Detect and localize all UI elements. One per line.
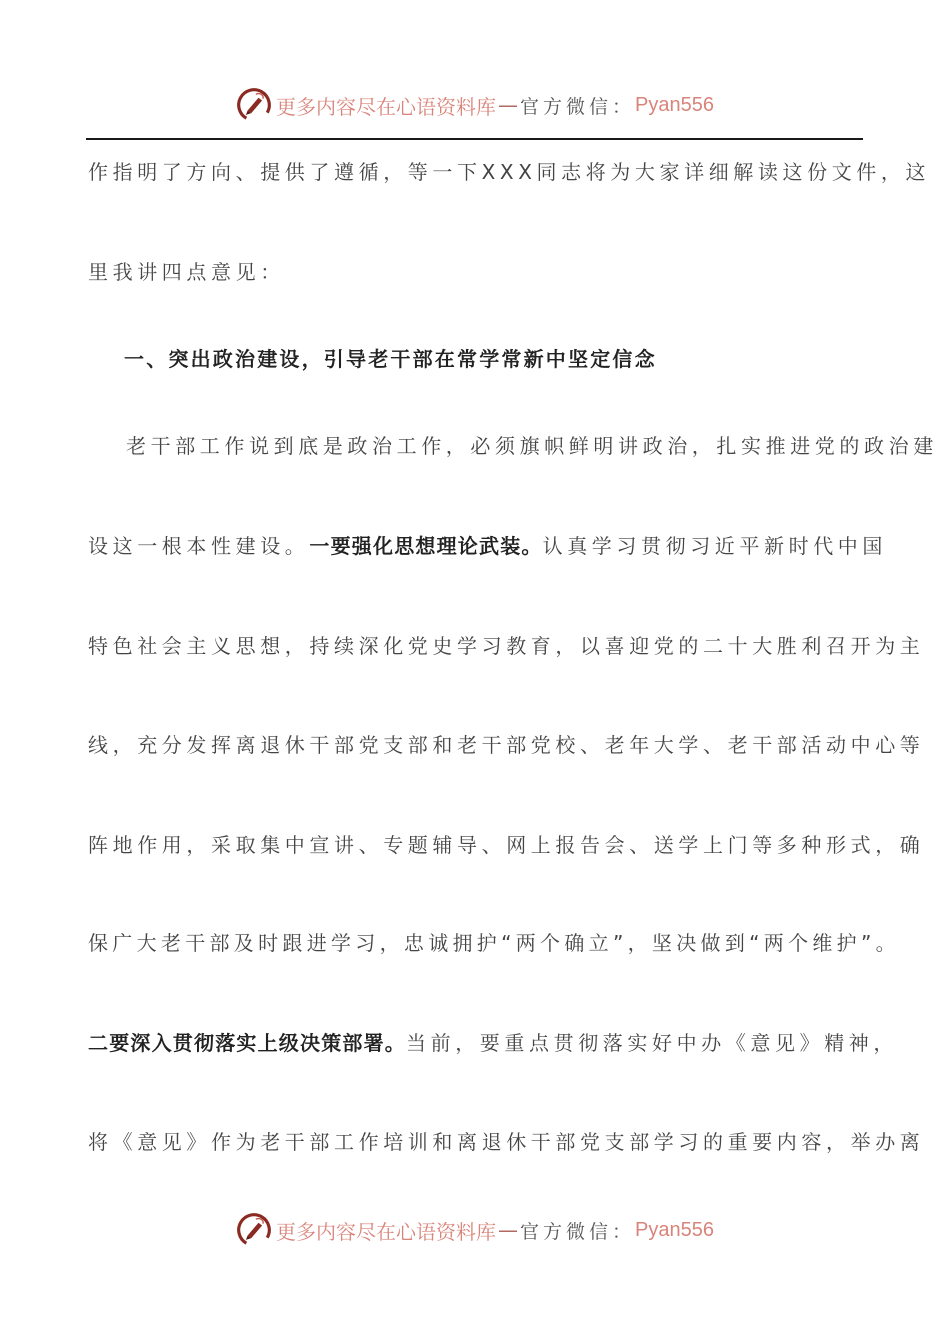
paragraph-line <box>88 531 887 561</box>
paragraph-line: 将《意见》作为老干部工作培训和离退休干部党支部学习的重要内容，举办离 <box>88 1130 925 1154</box>
bold-lead: 一要强化思想理论武装。 <box>309 534 543 558</box>
bold-lead: 二要深入贯彻落实上级决策部署。 <box>88 1031 406 1055</box>
brand-dash: — <box>498 1218 518 1242</box>
brand-text: 更多内容尽在心语资料库 <box>276 94 496 119</box>
text-run: 认真学习贯彻习近平新时代中国 <box>542 534 888 558</box>
section-heading: 一、突出政治建设，引导老干部在常学常新中坚定信念 <box>124 347 657 371</box>
wechat-label: 官方微信： <box>520 1220 636 1243</box>
pen-nib-logo-icon <box>236 87 272 123</box>
pen-nib-logo-icon <box>236 1212 272 1248</box>
header-divider <box>86 138 863 140</box>
text-run: 当前，要重点贯彻落实好中办《意见》精神， <box>406 1031 898 1055</box>
page-footer <box>0 1205 950 1255</box>
paragraph-line <box>88 1028 898 1058</box>
watermark-banner <box>236 87 714 123</box>
paragraph-line: 线，充分发挥离退休干部党支部和老干部党校、老年大学、老干部活动中心等 <box>88 733 925 757</box>
brand-text: 更多内容尽在心语资料库 <box>276 1219 496 1244</box>
wechat-id: Pyan556 <box>635 1218 714 1241</box>
paragraph-line: 老干部工作说到底是政治工作，必须旗帜鲜明讲政治，扎实推进党的政治建 <box>126 434 938 458</box>
text-run: 设这一根本性建设。 <box>88 534 310 558</box>
paragraph-line: 阵地作用，采取集中宣讲、专题辅导、网上报告会、送学上门等多种形式，确 <box>88 833 925 857</box>
page-header <box>0 80 950 130</box>
brand-dash: — <box>498 93 518 117</box>
watermark-banner <box>236 1212 714 1248</box>
paragraph-line: 保广大老干部及时跟进学习，忠诚拥护“两个确立”，坚决做到“两个维护”。 <box>88 931 900 955</box>
wechat-label: 官方微信： <box>520 95 636 118</box>
paragraph-line: 特色社会主义思想，持续深化党史学习教育，以喜迎党的二十大胜利召开为主 <box>88 634 925 658</box>
paragraph-line: 作指明了方向、提供了遵循，等一下XXX同志将为大家详细解读这份文件，这 <box>88 160 931 184</box>
paragraph-line: 里我讲四点意见： <box>88 260 285 284</box>
wechat-id: Pyan556 <box>635 93 714 116</box>
